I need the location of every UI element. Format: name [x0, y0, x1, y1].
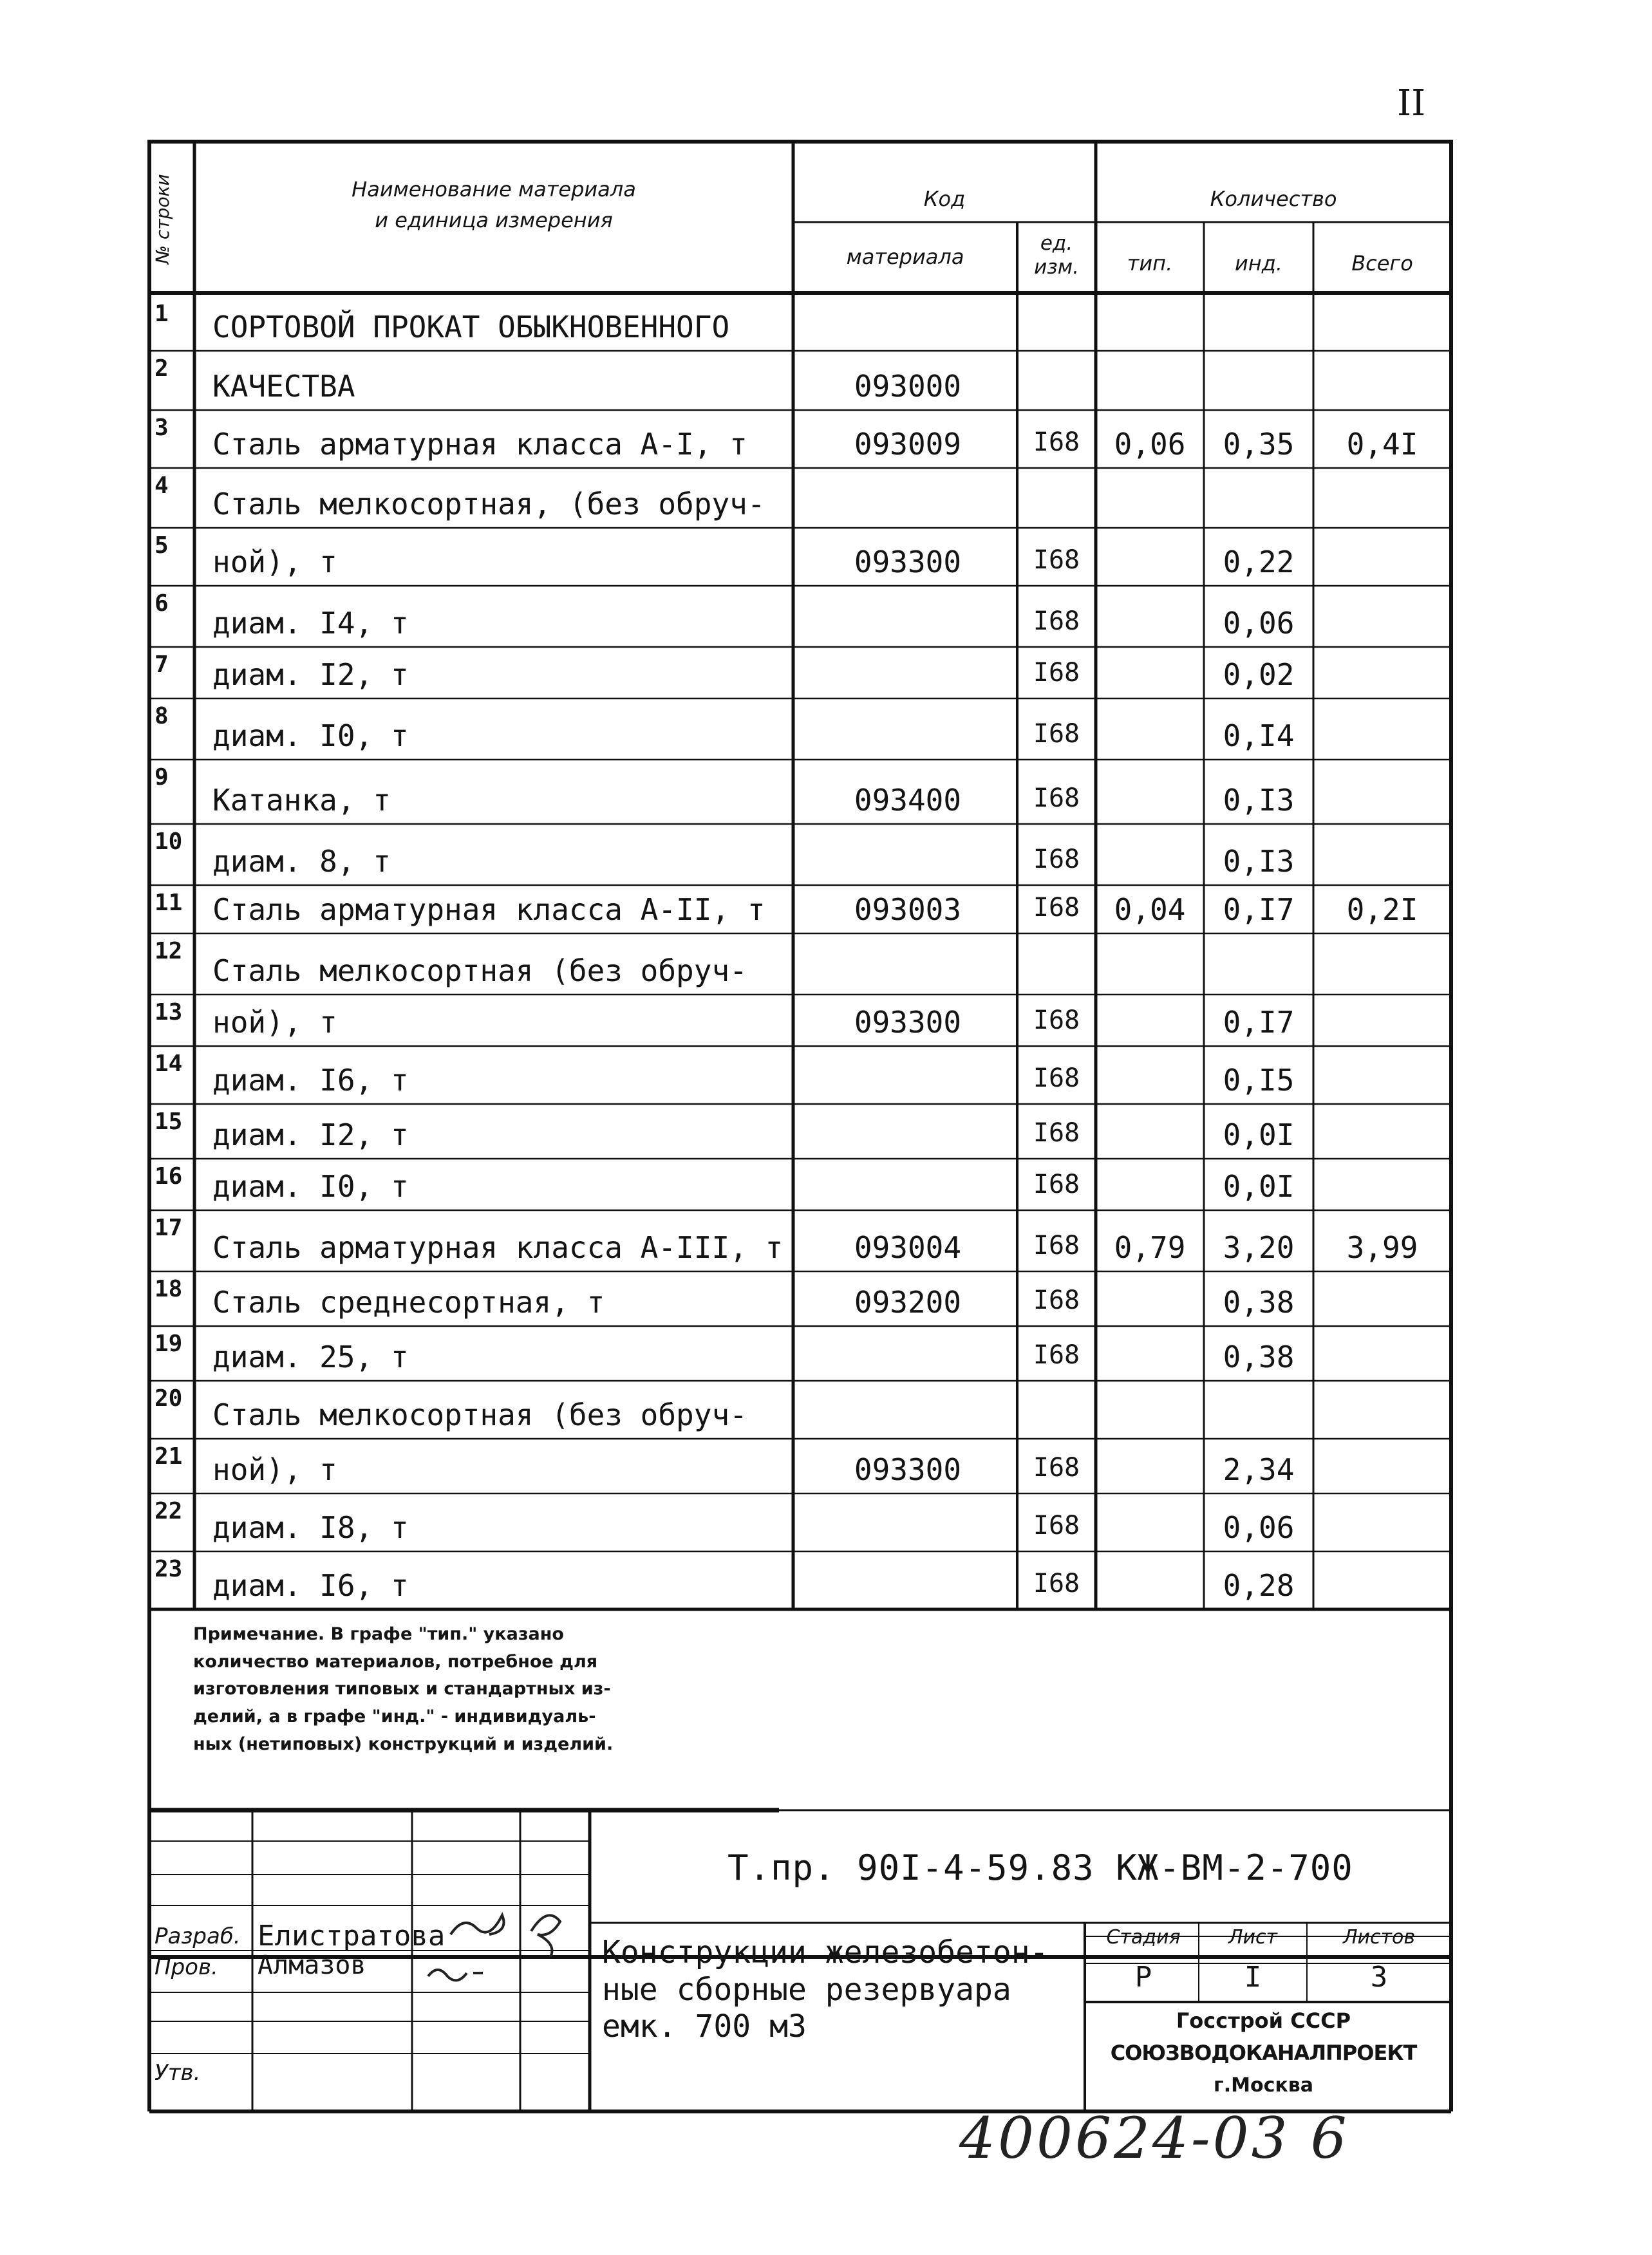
material-name: диам. I2, т [212, 1118, 409, 1152]
row-number: 14 [155, 1051, 183, 1077]
qty-ind: 0,I5 [1223, 1063, 1295, 1098]
document-number: Т.пр. 90I-4-59.83 КЖ-ВМ-2-700 [727, 1848, 1353, 1888]
material-name: диам. I0, т [212, 718, 409, 753]
material-code: 093300 [854, 1005, 962, 1040]
name-header-line2: и единица измерения [375, 208, 613, 232]
sheet-label: Лист [1228, 1926, 1278, 1949]
unit-code: I68 [1033, 1118, 1080, 1148]
row-number: 10 [155, 828, 183, 855]
material-name: диам. 25, т [212, 1340, 409, 1374]
row-number: 1 [155, 301, 169, 327]
rownum-header: № строки [152, 174, 173, 264]
unit-code: I68 [1033, 1511, 1080, 1540]
qty-ind: 3,20 [1223, 1230, 1295, 1265]
sheets-value: 3 [1370, 1961, 1388, 1994]
material-name: ной), т [212, 1452, 337, 1487]
unit-code: I68 [1033, 893, 1080, 922]
unit-code: I68 [1033, 545, 1080, 575]
qty-ind: 2,34 [1223, 1452, 1295, 1487]
sheets-label: Листов [1342, 1926, 1416, 1949]
qty-ind: 0,38 [1223, 1285, 1295, 1320]
qty-typ: 0,79 [1114, 1230, 1186, 1265]
signature-marks [428, 1915, 560, 1980]
material-code: 093400 [854, 783, 962, 818]
sheet-value: I [1244, 1961, 1262, 1994]
row-number: 11 [155, 890, 183, 916]
note-line-5: ных (нетиповых) конструкций и изделий. [193, 1734, 614, 1754]
row-number: 5 [155, 532, 169, 559]
row-number: 15 [155, 1109, 183, 1135]
note [193, 1621, 747, 1758]
unit-code: I68 [1033, 1453, 1080, 1483]
row-number: 12 [155, 938, 183, 964]
row-number: 21 [155, 1443, 183, 1470]
material-name: диам. I8, т [212, 1510, 409, 1545]
unit-code: I68 [1033, 1569, 1080, 1598]
stage-value: Р [1134, 1961, 1152, 1994]
developer-name: Елистратова [258, 1920, 446, 1952]
qty-total: 0,2I [1346, 892, 1418, 927]
role-approver: Утв. [155, 2060, 201, 2086]
row-number: 7 [155, 651, 169, 678]
name-header [194, 174, 793, 236]
row-number: 3 [155, 415, 169, 441]
material-name: диам. I6, т [212, 1568, 409, 1603]
qty-ind: 0,28 [1223, 1568, 1295, 1603]
material-code: 093000 [854, 369, 962, 404]
code-header: Код [923, 187, 966, 211]
row-number: 20 [155, 1385, 183, 1412]
unit-code: I68 [1033, 658, 1080, 688]
material-name: Сталь мелкосортная (без обруч- [212, 1398, 747, 1432]
unit-code: I68 [1033, 1340, 1080, 1370]
material-name: диам. I2, т [212, 657, 409, 692]
unit-code: I68 [1033, 606, 1080, 636]
handwritten-number: 400624-03 6 [959, 2105, 1349, 2171]
material-code: 093004 [854, 1230, 962, 1265]
material-name: диам. I6, т [212, 1063, 409, 1098]
qty-ind: 0,0I [1223, 1169, 1295, 1204]
unit-code: I68 [1033, 1286, 1080, 1315]
unit-code: I68 [1033, 427, 1080, 457]
material-name: КАЧЕСТВА [212, 369, 355, 404]
qty-ind: 0,I4 [1223, 718, 1295, 753]
note-line-2: количество материалов, потребное для [193, 1651, 598, 1672]
qty-typ: 0,04 [1114, 892, 1186, 927]
material-name: диам. I0, т [212, 1169, 409, 1204]
material-name: диам. 8, т [212, 844, 391, 879]
role-checker: Пров. [155, 1954, 218, 1980]
name-header-line1: Наименование материала [352, 177, 636, 201]
material-name: СОРТОВОЙ ПРОКАТ ОБЫКНОВЕННОГО [212, 310, 730, 344]
material-header: материала [846, 245, 964, 269]
drawing-title-line3: емк. 700 м3 [602, 2008, 807, 2045]
unit-code: I68 [1033, 1006, 1080, 1035]
qty-ind: 0,I3 [1223, 844, 1295, 879]
row-number: 4 [155, 473, 169, 499]
ind-header: инд. [1234, 251, 1282, 276]
material-code: 093300 [854, 545, 962, 579]
unit-header: ед. изм. [1034, 232, 1079, 279]
material-name: диам. I4, т [212, 606, 409, 641]
material-name: Сталь арматурная класса А-I, т [212, 427, 747, 462]
note-line-4: делий, а в графе "инд." - индивидуаль- [193, 1706, 596, 1726]
unit-code: I68 [1033, 1170, 1080, 1199]
qty-ind: 0,02 [1223, 657, 1295, 692]
row-number: 8 [155, 703, 169, 729]
note-line-1: Примечание. В графе "тип." указано [193, 1624, 564, 1644]
org-line-3: г.Москва [1214, 2074, 1313, 2097]
qty-ind: 0,0I [1223, 1118, 1295, 1152]
quantity-header: Количество [1210, 187, 1337, 211]
row-number: 17 [155, 1215, 183, 1241]
qty-ind: 0,06 [1223, 606, 1295, 641]
qty-ind: 0,I3 [1223, 783, 1295, 818]
material-code: 093200 [854, 1285, 962, 1320]
qty-ind: 0,22 [1223, 545, 1295, 579]
row-number: 16 [155, 1163, 183, 1190]
material-code: 093003 [854, 892, 962, 927]
page-number: II [1397, 82, 1426, 124]
material-code: 093009 [854, 427, 962, 462]
org-line-2: СОЮЗВОДОКАНАЛПРОЕКТ [1110, 2041, 1417, 2065]
material-name: ной), т [212, 1005, 337, 1040]
material-name: Сталь мелкосортная, (без обруч- [212, 487, 765, 521]
material-name: Сталь арматурная класса А-III, т [212, 1230, 784, 1265]
org-line-1: Госстрой СССР [1176, 2008, 1351, 2033]
row-number: 19 [155, 1331, 183, 1357]
role-developer: Разраб. [155, 1923, 241, 1949]
row-number: 9 [155, 764, 169, 791]
unit-code: I68 [1033, 719, 1080, 749]
material-name: Сталь мелкосортная (без обруч- [212, 953, 747, 988]
material-name: Катанка, т [212, 783, 391, 818]
material-name: Сталь арматурная класса А-II, т [212, 892, 765, 927]
row-number: 22 [155, 1498, 183, 1524]
qty-ind: 0,I7 [1223, 1005, 1295, 1040]
row-number: 2 [155, 355, 169, 382]
qty-typ: 0,06 [1114, 427, 1186, 462]
material-name: Сталь среднесортная, т [212, 1285, 605, 1320]
note-line-3: изготовления типовых и стандартных из- [193, 1679, 611, 1699]
material-name: ной), т [212, 545, 337, 579]
row-number: 18 [155, 1276, 183, 1302]
drawing-title-line1: Конструкции железобетон- [602, 1934, 1049, 1970]
unit-code: I68 [1033, 1231, 1080, 1260]
row-number: 23 [155, 1556, 183, 1582]
qty-ind: 0,I7 [1223, 892, 1295, 927]
stage-label: Стадия [1106, 1926, 1181, 1949]
unit-code: I68 [1033, 1063, 1080, 1093]
drawing-title [602, 1934, 1065, 2046]
typ-header: тип. [1127, 251, 1173, 276]
qty-ind: 0,38 [1223, 1340, 1295, 1374]
material-code: 093300 [854, 1452, 962, 1487]
total-header: Всего [1351, 251, 1413, 276]
qty-total: 0,4I [1346, 427, 1418, 462]
qty-ind: 0,06 [1223, 1510, 1295, 1545]
checker-name: Алмазов [258, 1951, 366, 1980]
drawing-title-line2: ные сборные резервуара [602, 1971, 1011, 2008]
row-number: 13 [155, 999, 183, 1025]
row-number: 6 [155, 590, 169, 617]
qty-ind: 0,35 [1223, 427, 1295, 462]
qty-total: 3,99 [1346, 1230, 1418, 1265]
unit-code: I68 [1033, 783, 1080, 813]
unit-code: I68 [1033, 845, 1080, 874]
